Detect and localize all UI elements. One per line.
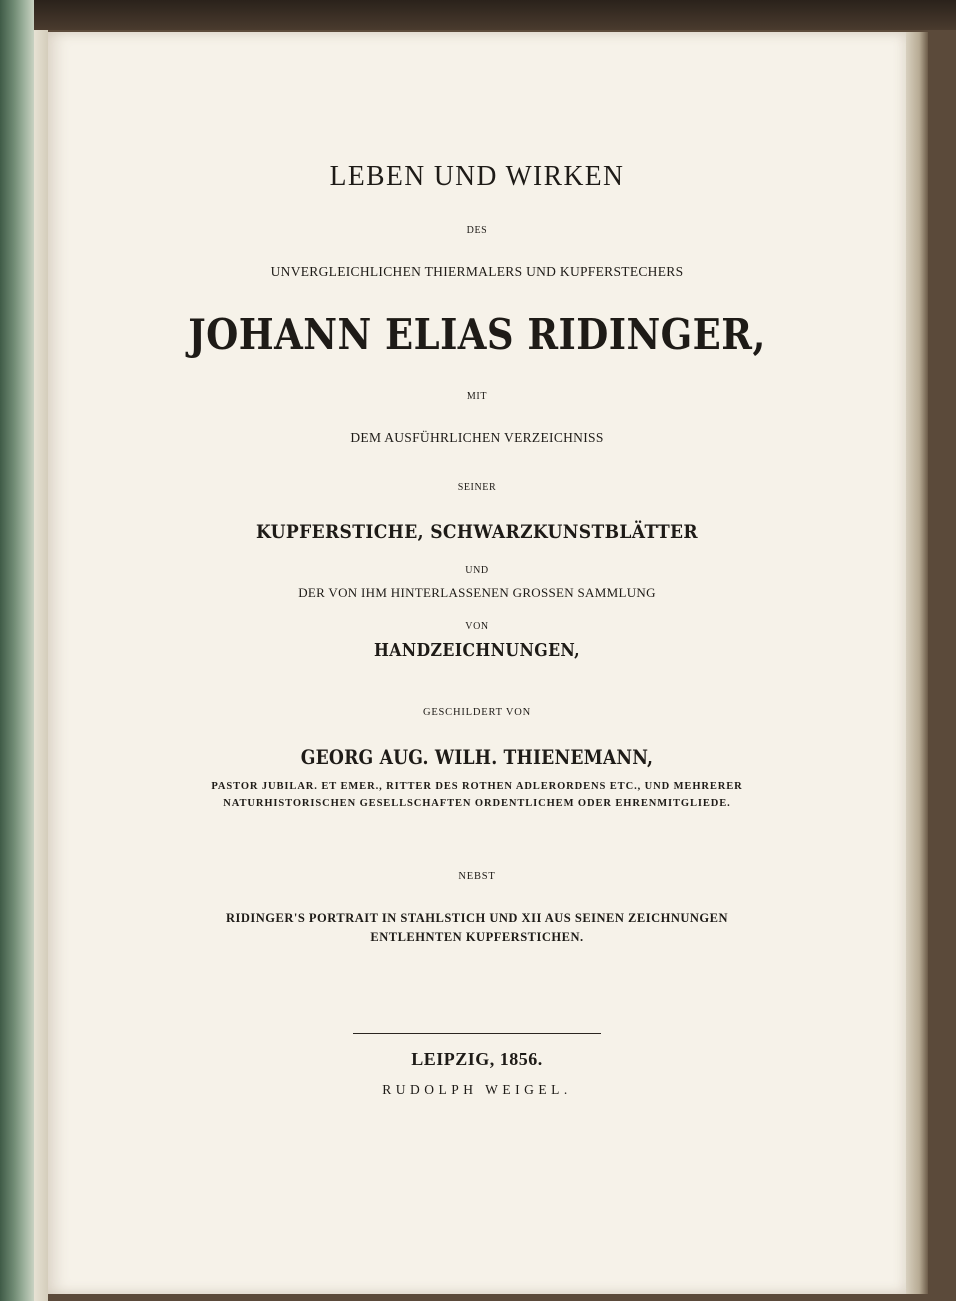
page-edge (906, 32, 928, 1294)
drawings-heading: HANDZEICHNUNGEN, (373, 641, 581, 661)
connector-des: DES (466, 225, 488, 236)
title-page (48, 32, 906, 1294)
portrait-note-2: ENTLEHNTEN KUPFERSTICHEN. (370, 930, 584, 944)
author-name: GEORG AUG. WILH. THIENEMANN, (300, 745, 654, 769)
publisher: RUDOLPH WEIGEL. (382, 1082, 572, 1097)
subtitle-line-3: DER VON IHM HINTERLASSENEN GROSSEN SAMMLUNG (298, 585, 656, 600)
subject-name: JOHANN ELIAS RIDINGER, (188, 310, 766, 359)
book-title: LEBEN UND WIRKEN (329, 160, 625, 192)
subtitle-line-2: DEM AUSFÜHRLICHEN VERZEICHNISS (350, 430, 604, 445)
described-by: GESCHILDERT VON (422, 707, 532, 718)
divider-rule (353, 1033, 601, 1034)
page-gutter (34, 30, 48, 1301)
connector-seiner: SEINER (457, 482, 497, 493)
connector-mit: MIT (466, 391, 488, 402)
author-credentials-1: PASTOR JUBILAR. ET EMER., RITTER DES ROTHEN ADLERORDENS ETC., UND MEHRERER (211, 781, 743, 792)
connector-von: VON (465, 621, 489, 632)
subtitle-line-1: UNVERGLEICHLICHEN THIERMALERS UND KUPFERSTECHERS (270, 264, 684, 279)
place-and-date: LEIPZIG, 1856. (411, 1049, 543, 1069)
connector-und: UND (465, 565, 489, 576)
author-credentials-2: NATURHISTORISCHEN GESELLSCHAFTEN ORDENTLICHEM ODER EHRENMITGLIEDE. (223, 798, 731, 809)
connector-nebst: NEBST (458, 871, 496, 882)
portrait-note-1: RIDINGER'S PORTRAIT IN STAHLSTICH UND XII AUS SEINEN ZEICHNUNGEN (225, 911, 729, 925)
works-heading: KUPFERSTICHE, SCHWARZKUNSTBLÄTTER (255, 521, 699, 543)
book-binding-cloth (0, 0, 34, 1301)
book-board-top (0, 0, 956, 30)
